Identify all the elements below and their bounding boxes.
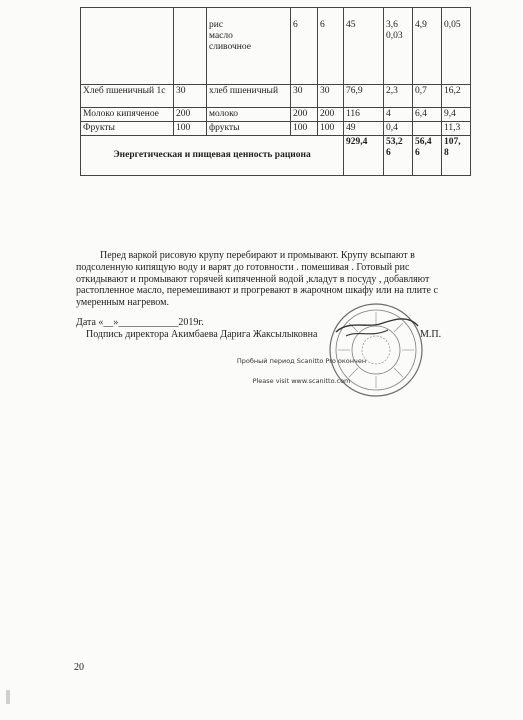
scan-edge-mark: [6, 690, 10, 704]
page-number: 20: [74, 662, 84, 673]
recipe-text: Перед варкой рисовую крупу перебирают и промывают. Крупу всыпают в подсоленную кипящую воду и варят до готовности . помешивая . Готовый рис откидывают и промывают горячей кипяченной водой ,кладут в посуду , добавляют растопленное масло, перемешивают и прогревают в жарочном шкафу или на плите с умеренным нагревом.: [76, 250, 438, 309]
table-cell: 9,4: [442, 108, 471, 122]
table-cell: Молоко кипяченое: [81, 108, 174, 122]
table-cell: 30: [174, 85, 207, 108]
total-value: 56,4 6: [413, 136, 442, 176]
table-cell: 45: [344, 8, 384, 85]
total-value: 53,2 6: [384, 136, 413, 176]
date-line: Дата «__»____________2019г.: [76, 317, 204, 328]
table-cell: 76,9: [344, 85, 384, 108]
total-value: 929,4: [344, 136, 384, 176]
table-cell: 200: [291, 108, 318, 122]
table-cell: 6: [318, 8, 344, 85]
table-cell: Фрукты: [81, 122, 174, 136]
table-cell: молоко: [207, 108, 291, 122]
table-cell: 6,4: [413, 108, 442, 122]
table-cell: 3,6 0,03: [384, 8, 413, 85]
table-cell: 16,2: [442, 85, 471, 108]
table-cell: 0,7: [413, 85, 442, 108]
total-label: Энергетическая и пищевая ценность рациона: [81, 136, 344, 176]
table-cell: 200: [174, 108, 207, 122]
table-cell: 100: [318, 122, 344, 136]
table-cell: [174, 8, 207, 85]
table-row: [81, 108, 471, 122]
trial-notice: Пробный период Scanitto Pro окончен: [236, 357, 367, 365]
table-cell: 116: [344, 108, 384, 122]
table-row: [81, 85, 471, 108]
table-cell: 4,9: [413, 8, 442, 85]
table-cell: хлеб пшеничный: [207, 85, 291, 108]
director-signature-line: Подпись директора Акимбаева Дарига Жаксылыковна: [86, 329, 318, 340]
table-cell: 49: [344, 122, 384, 136]
trial-url: Please visit www.scanitto.com: [252, 377, 351, 385]
recipe-paragraph: [76, 250, 456, 309]
table-cell: 6: [291, 8, 318, 85]
table-cell: 11,3: [442, 122, 471, 136]
table-cell: фрукты: [207, 122, 291, 136]
table-cell: [413, 122, 442, 136]
table-cell: 2,3: [384, 85, 413, 108]
table-row: [81, 122, 471, 136]
total-value: 107, 8: [442, 136, 471, 176]
table-cell: 200: [318, 108, 344, 122]
table-cell: 100: [174, 122, 207, 136]
table-cell: 4: [384, 108, 413, 122]
table-cell: 0,05: [442, 8, 471, 85]
table-cell: Хлеб пшеничный 1с: [81, 85, 174, 108]
table-cell: рис масло сливочное: [207, 8, 291, 85]
table-cell: [81, 8, 174, 85]
table-body: [81, 8, 471, 176]
table-cell: 30: [291, 85, 318, 108]
table-row: [81, 8, 471, 85]
table-cell: 30: [318, 85, 344, 108]
ration-table: [80, 7, 471, 176]
table-cell: 100: [291, 122, 318, 136]
table-cell: 0,4: [384, 122, 413, 136]
stamp-place-label: М.П.: [420, 329, 442, 340]
table-total-row: [81, 136, 471, 176]
